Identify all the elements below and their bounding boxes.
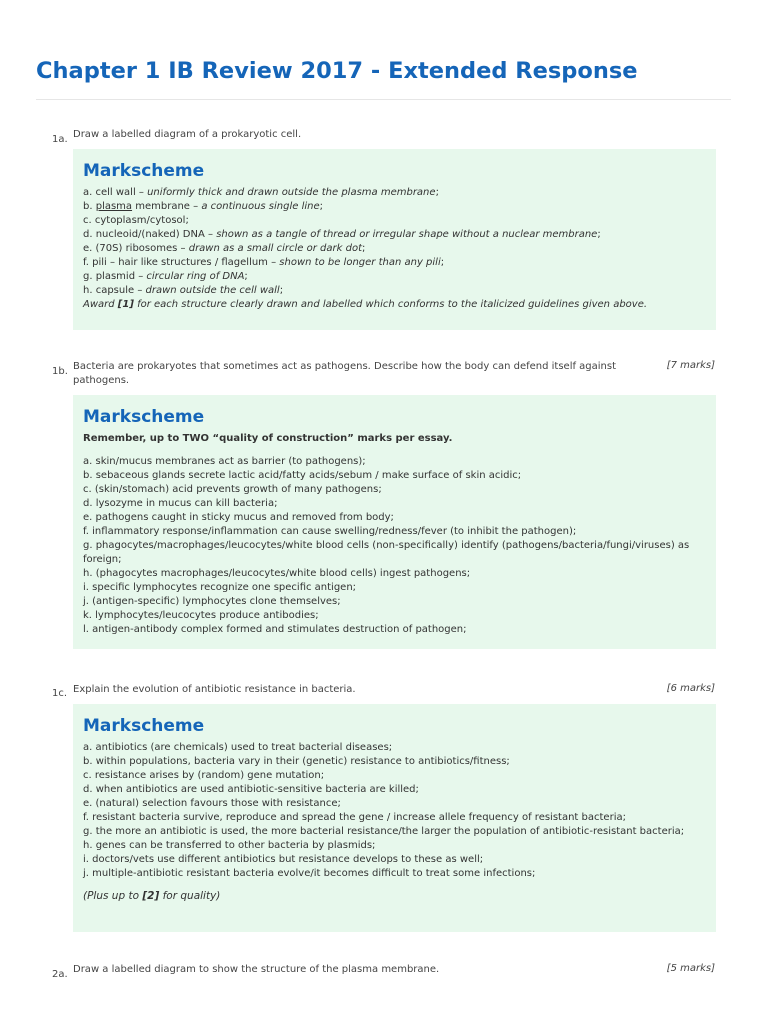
markscheme-line: e. (natural) selection favours those with resistance; <box>83 798 341 809</box>
markscheme-list-1b <box>83 455 704 637</box>
markscheme-list-1a <box>83 186 704 298</box>
markscheme-box-1b <box>73 395 716 649</box>
quality-marks-note: (Plus up to [2] for quality) <box>83 890 221 902</box>
markscheme-line: a. antibiotics (are chemicals) used to treat bacterial diseases; <box>83 742 393 753</box>
quality-note: Remember, up to TWO “quality of construction” marks per essay. <box>83 433 453 444</box>
markscheme-line: g. phagocytes/macrophages/leucocytes/white blood cells (non-specifically) identify (pathogens/bacteria/fungi/viruses) as foreign; <box>83 540 690 565</box>
markscheme-line: h. genes can be transferred to other bacteria by plasmids; <box>83 840 376 851</box>
markscheme-line: d. when antibiotics are used antibiotic-sensitive bacteria are killed; <box>83 784 419 795</box>
question-marks-1b: [7 marks] <box>666 360 715 371</box>
markscheme-line: d. nucleoid/(naked) DNA – shown as a tangle of thread or irregular shape without a nuclear membrane; <box>83 229 601 240</box>
markscheme-line: j. multiple-antibiotic resistant bacteria evolve/it becomes difficult to treat some infections; <box>83 868 536 879</box>
question-text-2a: Draw a labelled diagram to show the structure of the plasma membrane. <box>73 964 440 975</box>
question-number-2a: 2a. <box>52 969 68 980</box>
markscheme-line: b. sebaceous glands secrete lactic acid/fatty acids/sebum / make surface of skin acidic; <box>83 470 522 481</box>
markscheme-line: i. specific lymphocytes recognize one specific antigen; <box>83 582 357 593</box>
markscheme-line: c. resistance arises by (random) gene mutation; <box>83 770 325 781</box>
title-divider <box>36 99 731 100</box>
question-number-1a: 1a. <box>52 134 68 145</box>
markscheme-line: k. lymphocytes/leucocytes produce antibodies; <box>83 610 319 621</box>
markscheme-line: c. cytoplasm/cytosol; <box>83 215 189 226</box>
question-text-1b: Bacteria are prokaryotes that sometimes act as pathogens. Describe how the body can defend itself against pathogens. <box>73 361 617 386</box>
markscheme-list-1c <box>83 741 704 881</box>
markscheme-line: a. cell wall – uniformly thick and drawn outside the plasma membrane; <box>83 187 439 198</box>
markscheme-line: h. (phagocytes macrophages/leucocytes/white blood cells) ingest pathogens; <box>83 568 471 579</box>
markscheme-line: e. pathogens caught in sticky mucus and removed from body; <box>83 512 394 523</box>
markscheme-line: f. pili – hair like structures / flagellum – shown to be longer than any pili; <box>83 257 445 268</box>
markscheme-line: b. plasma membrane – a continuous single line; <box>83 201 323 212</box>
markscheme-line: c. (skin/stomach) acid prevents growth of many pathogens; <box>83 484 382 495</box>
markscheme-line: f. resistant bacteria survive, reproduce and spread the gene / increase allele frequency of resistant bacteria; <box>83 812 626 823</box>
markscheme-heading: Markscheme <box>83 407 205 427</box>
question-number-1c: 1c. <box>52 688 68 699</box>
markscheme-box-1c <box>73 704 716 932</box>
markscheme-line: g. plasmid – circular ring of DNA; <box>83 271 248 282</box>
question-marks-2a: [5 marks] <box>666 963 715 974</box>
award-note: Award [1] for each structure clearly drawn and labelled which conforms to the italicized guidelines given above. <box>83 299 648 310</box>
markscheme-line: l. antigen-antibody complex formed and stimulates destruction of pathogen; <box>83 624 467 635</box>
markscheme-line: b. within populations, bacteria vary in their (genetic) resistance to antibiotics/fitness; <box>83 756 510 767</box>
markscheme-line: g. the more an antibiotic is used, the more bacterial resistance/the larger the population of antibiotic-resistant bacteria; <box>83 826 685 837</box>
markscheme-heading: Markscheme <box>83 161 205 181</box>
markscheme-line: e. (70S) ribosomes – drawn as a small circle or dark dot; <box>83 243 366 254</box>
markscheme-line: j. (antigen-specific) lymphocytes clone themselves; <box>83 596 341 607</box>
markscheme-line: a. skin/mucus membranes act as barrier (to pathogens); <box>83 456 366 467</box>
question-text-1c: Explain the evolution of antibiotic resistance in bacteria. <box>73 684 356 695</box>
markscheme-line: h. capsule – drawn outside the cell wall; <box>83 285 284 296</box>
markscheme-heading: Markscheme <box>83 716 205 736</box>
markscheme-box-1a <box>73 149 716 330</box>
page-title: Chapter 1 IB Review 2017 - Extended Response <box>36 58 638 84</box>
markscheme-line: f. inflammatory response/inflammation can cause swelling/redness/fever (to inhibit the pathogen); <box>83 526 577 537</box>
question-marks-1c: [6 marks] <box>666 683 715 694</box>
markscheme-line: i. doctors/vets use different antibiotics but resistance develops to these as well; <box>83 854 484 865</box>
question-text-1a: Draw a labelled diagram of a prokaryotic cell. <box>73 129 302 140</box>
markscheme-line: d. lysozyme in mucus can kill bacteria; <box>83 498 278 509</box>
question-number-1b: 1b. <box>52 366 68 377</box>
